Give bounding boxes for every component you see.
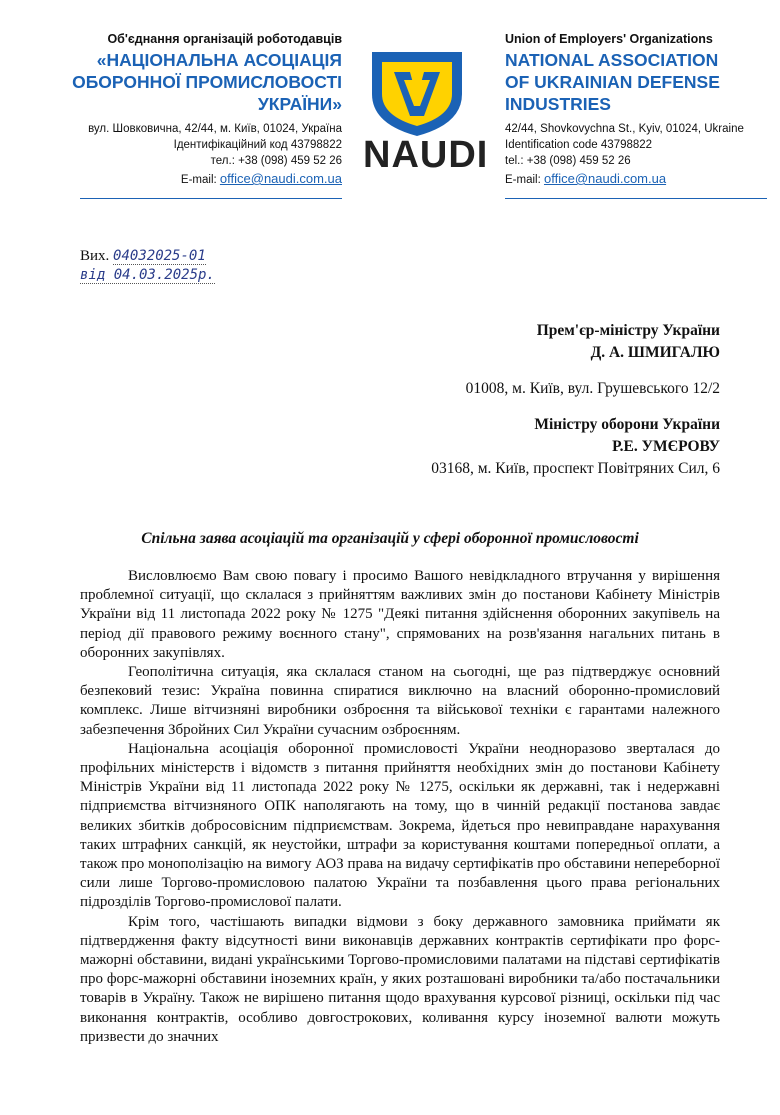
outgoing-number-value: 04032025-01 (113, 248, 206, 264)
phone-ua: тел.: +38 (098) 459 52 26 (210, 155, 342, 167)
org-name-en-line3: INDUSTRIES (505, 94, 611, 114)
addressee-pm-address: 01008, м. Київ, вул. Грушевського 12/2 (465, 380, 720, 397)
org-type-ua: Об'єднання організацій роботодавців (107, 32, 342, 46)
outgoing-number (80, 248, 215, 284)
addressee-defense-title: Міністру оборони України (534, 416, 720, 433)
org-name-ua-line1: «НАЦІОНАЛЬНА АСОЦІАЦІЯ (96, 50, 342, 70)
addressee-pm-name: Д. А. ШМИГАЛЮ (590, 344, 720, 361)
id-code-en: Identification code 43798822 (505, 139, 653, 151)
addressee-defense-address: 03168, м. Київ, проспект Повітряних Сил, 6 (431, 460, 720, 477)
org-name-ua-line2: ОБОРОННОЇ ПРОМИСЛОВОСТІ (72, 72, 342, 92)
phone-en: tel.: +38 (098) 459 52 26 (505, 155, 631, 167)
outgoing-label: Вих. (80, 248, 110, 264)
org-name-en-line2: OF UKRAINIAN DEFENSE (505, 72, 720, 92)
email-label-ua: E-mail: (180, 174, 217, 186)
org-name-en-line1: NATIONAL ASSOCIATION (505, 50, 719, 70)
addressee-pm (466, 320, 720, 400)
addressee-pm-title: Прем'єр-міністру України (536, 322, 720, 339)
addressee-defense-name: Р.Е. УМЄРОВУ (612, 438, 720, 455)
paragraph-4: Крім того, частішають випадки відмови з боку державного замовника приймати як підтвердження факту відсутності вини виконавців державних контрактів сертифікати про форс-мажорні обставини, видані українськими Торгово-промисловими палатами на підставі сертифікатів про форс-мажорні обставини іноземних країн, у яких розташовані виробники та/або постачальники товарів в Україну. Також не вирішено питання щодо врахування курсової різниці, оскільки під час виконання контрактів, особливо довгострокових, коливання курсу іноземної валюти можуть призвести до значних (80, 913, 720, 1045)
logo-text: NAUDI (363, 134, 489, 176)
email-link-en[interactable]: office@naudi.com.ua (543, 171, 667, 186)
paragraph-2: Геополітична ситуація, яка склалася станом на сьогодні, ще раз підтверджує основний безпековий тезис: Україна повинна спиратися виключно на власний оборонно-промисловий комплекс. Лише вітчизняні виробники озброєння та військової техніки є гарантами належного забезпечення Збройних Сил України сучасним озброєнням. (80, 664, 720, 738)
outgoing-date: від 04.03.2025р. (80, 267, 215, 283)
id-code-ua: Ідентифікаційний код 43798822 (173, 139, 342, 151)
email-label-en: E-mail: (505, 174, 541, 186)
address-en: 42/44, Shovkovychna St., Kyiv, 01024, Ukraine (505, 123, 744, 135)
email-link-ua[interactable]: office@naudi.com.ua (219, 171, 342, 186)
org-name-ua-line3: УКРАЇНИ» (257, 94, 342, 114)
addressee-defense (431, 414, 720, 480)
letterhead-rule-left (80, 198, 342, 199)
letter-body (80, 567, 720, 1047)
paragraph-3: Національна асоціація оборонної промисловості України неодноразово зверталася до профільних міністерств і відомств з питання прийняття необхідних змін до постанови Кабінету Міністрів України від 11 листопада 2022 року № 1275, оскільки як державні, так і недержавні підприємства вітчизняного ОПК наполягають на тому, що в чинній редакції постанова завдає великих збитків добросовісним підприємствам. Зокрема, йдеться про невиправдане нарахування таких штрафних санкцій, як неустойки, штрафи за користування коштами попередньої оплати, а також про монополізацію на вимогу АОЗ права на видачу сертифікатів про обставини непереборної сили лише Торгово-промисловою палатою України та позбавлення цього права регіональних підрозділів Торгово-промислової палати. (80, 740, 720, 911)
letter-subject: Спільна заява асоціацій та організацій у сфері оборонної промисловості (141, 530, 639, 547)
letterhead-right (505, 32, 765, 188)
org-type-en: Union of Employers' Organizations (505, 32, 713, 46)
address-ua: вул. Шовковична, 42/44, м. Київ, 01024, Україна (88, 123, 342, 135)
paragraph-1: Висловлюємо Вам свою повагу і просимо Вашого невідкладного втручання у вирішення проблемної ситуації, що склалася з прийняттям важливих змін до постанови Кабінету Міністрів України від 11 листопада 2022 року № 1275 "Деякі питання здійснення оборонних закупівель на період дії правового режиму воєнного стану", спрямованих на розв'язання нагальних питань в оборонних закупівлях. (80, 568, 720, 661)
naudi-shield-logo (358, 48, 476, 138)
letterhead-left (60, 32, 342, 188)
letterhead-rule-right (505, 198, 767, 199)
